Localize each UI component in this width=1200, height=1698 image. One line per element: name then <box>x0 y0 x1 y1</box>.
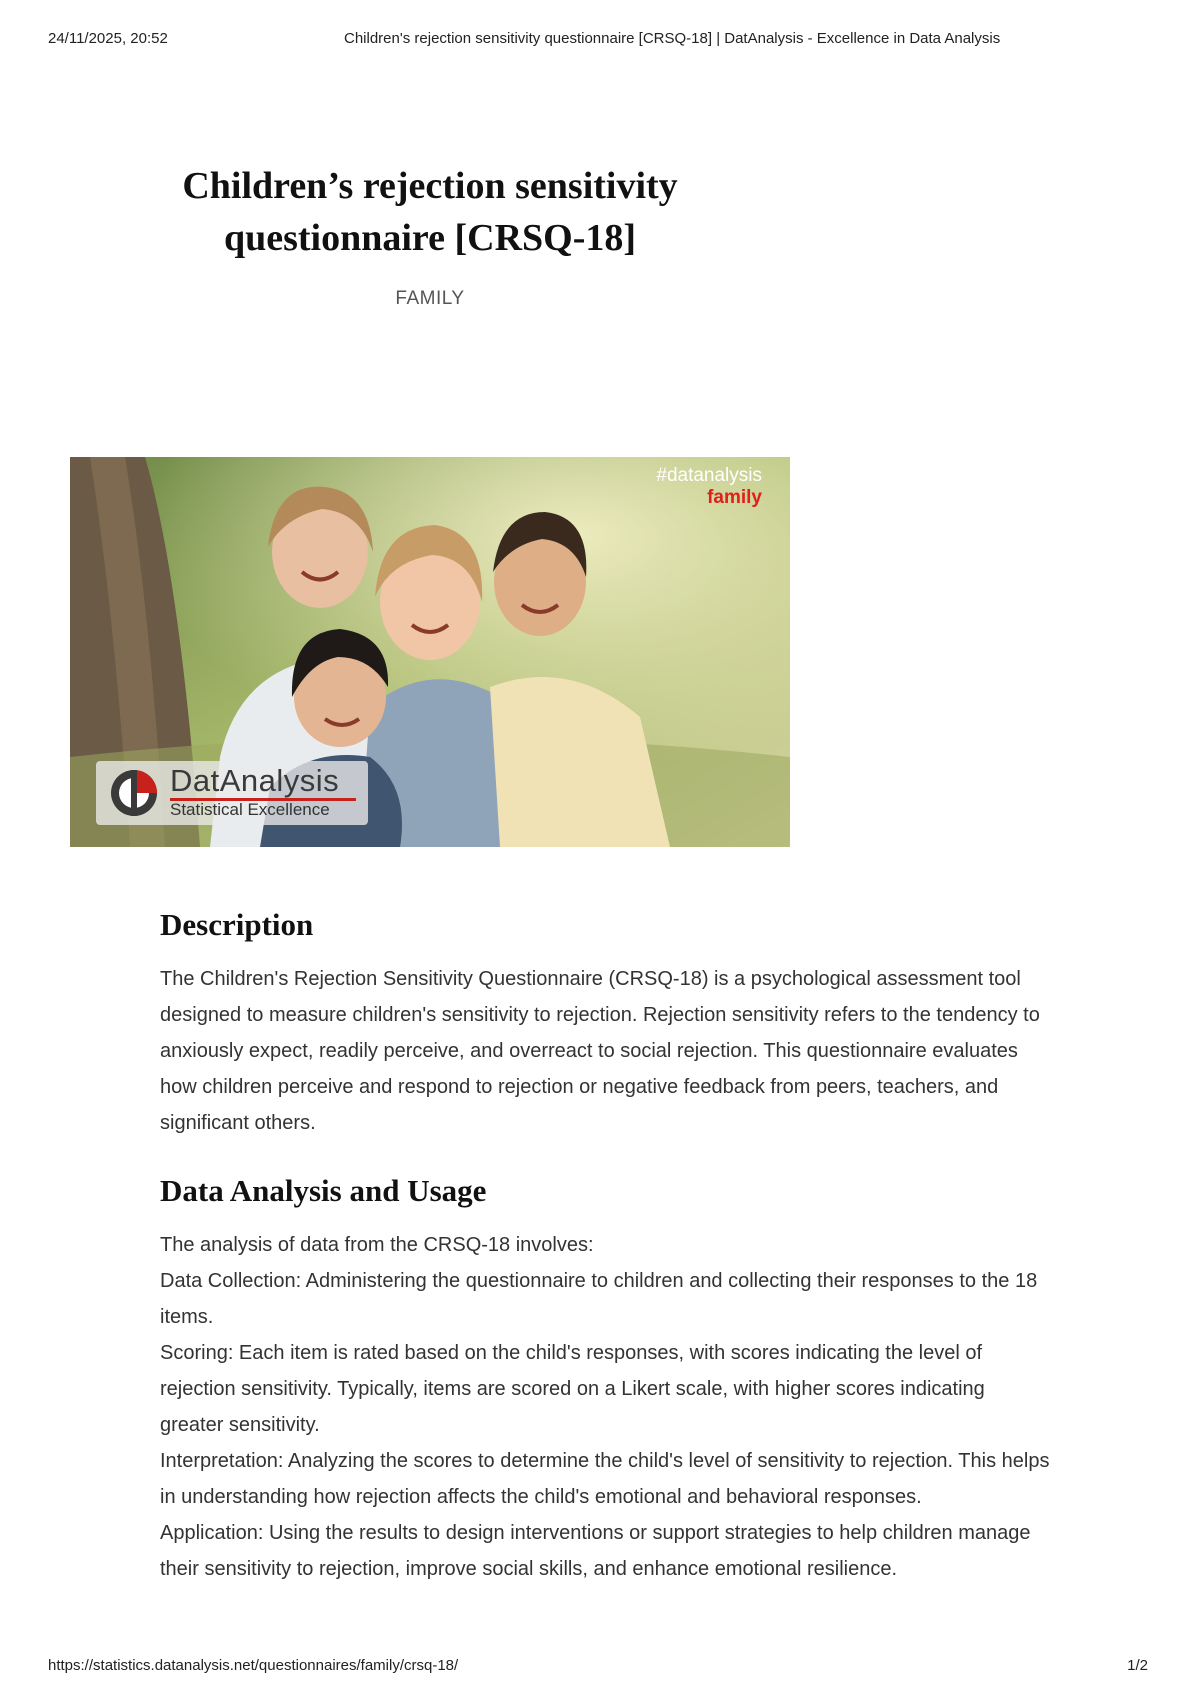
usage-intro: The analysis of data from the CRSQ-18 involves: <box>160 1234 594 1256</box>
print-datetime: 24/11/2025, 20:52 <box>48 30 168 47</box>
brand-logo-badge <box>96 761 368 825</box>
logo-brand-name: DatAnalysis <box>170 763 340 798</box>
usage-item-interpretation: Interpretation: Analyzing the scores to determine the child's level of sensitivity to rejection. This helps in understanding how rejection affects the child's emotional and behavioral responses. <box>160 1450 1050 1508</box>
description-heading: Description <box>160 907 314 942</box>
usage-heading: Data Analysis and Usage <box>160 1173 487 1208</box>
hero-image <box>70 457 790 847</box>
article-body <box>160 905 1050 1587</box>
hashtag-category: family <box>707 487 762 508</box>
hashtag-text: #datanalysis <box>656 465 762 486</box>
print-url: https://statistics.datanalysis.net/questionnaires/family/crsq-18/ <box>48 1657 459 1674</box>
usage-item-data-collection: Data Collection: Administering the questionnaire to children and collecting their responses to the 18 items. <box>160 1270 1038 1328</box>
print-footer <box>48 1657 1152 1674</box>
article-title: Children’s rejection sensitivity questionnaire [CRSQ-18] <box>182 165 678 259</box>
logo-icon <box>102 761 166 825</box>
print-page-number: 1/2 <box>1127 1657 1148 1674</box>
usage-item-application: Application: Using the results to design interventions or support strategies to help children manage their sensitivity to rejection, improve social skills, and enhance emotional resilience. <box>160 1522 1031 1580</box>
article-header <box>150 160 710 310</box>
description-paragraph: The Children's Rejection Sensitivity Questionnaire (CRSQ-18) is a psychological assessment tool designed to measure children's sensitivity to rejection. Rejection sensitivity refers to the tendency to anxiously expect, readily perceive, and overreact to social rejection. This questionnaire evaluates how children perceive and respond to rejection or negative feedback from peers, teachers, and significant others. <box>160 968 1040 1134</box>
print-page-title: Children's rejection sensitivity questionnaire [CRSQ-18] | DatAnalysis - Excellence in Data Analysis <box>344 30 1001 47</box>
usage-item-scoring: Scoring: Each item is rated based on the child's responses, with scores indicating the level of rejection sensitivity. Typically, items are scored on a Likert scale, with higher scores indicating greater sensitivity. <box>160 1342 985 1436</box>
hashtag-overlay <box>656 465 762 509</box>
logo-tagline: Statistical Excellence <box>170 800 330 819</box>
category-label: FAMILY <box>395 288 465 309</box>
